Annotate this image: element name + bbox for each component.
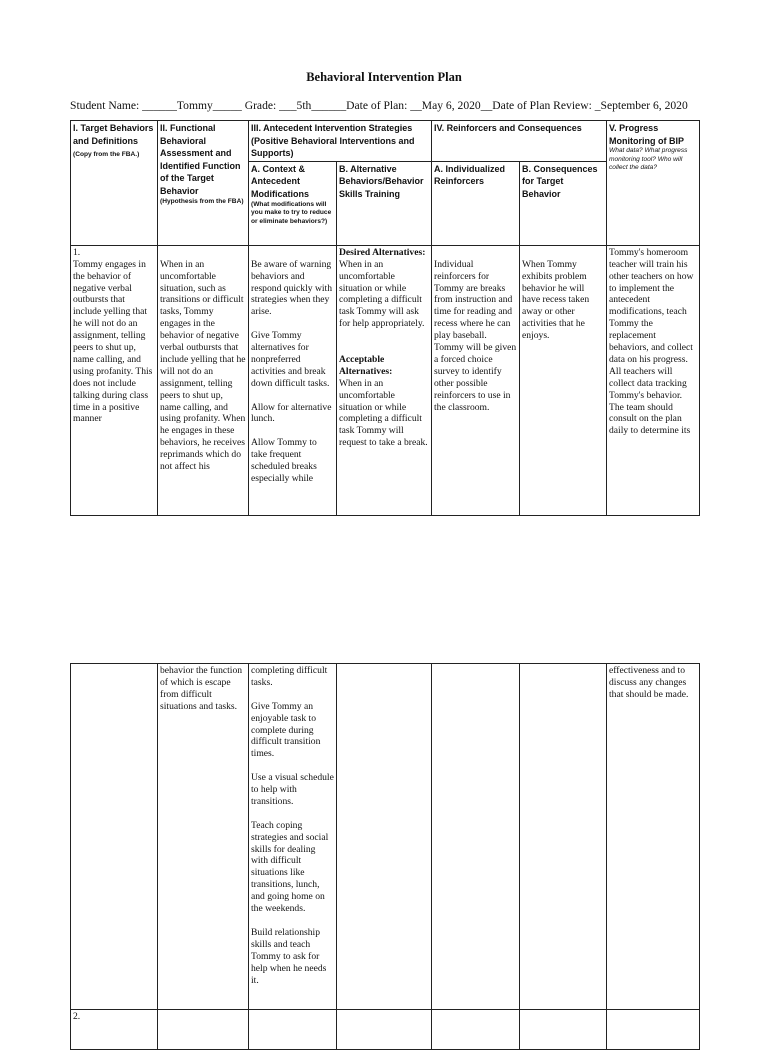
cell-progress-2 bbox=[607, 1010, 700, 1050]
cell-reinforcers-1: Individual reinforcers for Tommy are breaks from instruction and time for reading and recess where he can play baseball. Tommy will be given a forced choice survey to identify other possible reinforcers to use in the classroom. bbox=[432, 245, 520, 515]
header-target-behaviors: I. Target Behaviors and Definitions (Copy from the FBA.) bbox=[71, 121, 158, 246]
header-individualized-reinforcers: A. Individualized Reinforcers bbox=[432, 161, 520, 245]
header-reinforcers-consequences: IV. Reinforcers and Consequences bbox=[432, 121, 607, 162]
bip-table-page1 bbox=[70, 120, 700, 516]
cell-consequences-1-cont bbox=[520, 664, 607, 1010]
cell-target-behavior-1: 1. Tommy engages in the behavior of negative verbal outbursts that include yelling that he will not do an assignment, telling peers to shut up, name calling, and using profanity. This does not include talking during class time in a positive manner bbox=[71, 245, 158, 515]
cell-progress-1-cont: effectiveness and to discuss any changes that should be made. bbox=[607, 664, 700, 1010]
cell-consequences-2 bbox=[520, 1010, 607, 1050]
header-consequences: B. Consequences for Target Behavior bbox=[520, 161, 607, 245]
page-title: Behavioral Intervention Plan bbox=[306, 70, 462, 84]
cell-reinforcers-1-cont bbox=[432, 664, 520, 1010]
cell-antecedent-mods-1-cont: completing difficult tasks. Give Tommy an enjoyable task to complete during difficult transition times. Use a visual schedule to help with transitions. Teach coping strategies and social skills for dealing with difficult situations like transitions, lunch, and going home on the weekends. Build relationship skills and teach Tommy to ask for help when he needs it. bbox=[249, 664, 337, 1010]
cell-function-1-cont: behavior the function of which is escape from difficult situations and tasks. bbox=[158, 664, 249, 1010]
header-progress-monitoring: V. Progress Monitoring of BIP What data? What progress monitoring tool? Who will collect the data? bbox=[607, 121, 700, 246]
header-functional-assessment: II. Functional Behavioral Assessment and Identified Function of the Target Behavior (Hypothesis from the FBA) bbox=[158, 121, 249, 246]
header-context-modifications: A. Context & Antecedent Modifications (What modifications will you make to try to reduce or eliminate behaviors?) bbox=[249, 161, 337, 245]
student-info-line: Student Name: ______Tommy_____ Grade: ___5th______Date of Plan: __May 6, 2020__Date of Plan Review: _September 6, 2020 bbox=[70, 99, 688, 112]
cell-progress-1: Tommy's homeroom teacher will train his other teachers on how to implement the antecedent modifications, teach Tommy the replacement behaviors, and collect data on his progress. All teachers will collect data tracking Tommy's behavior. The team should consult on the plan daily to determine its bbox=[607, 245, 700, 515]
cell-target-behavior-2: 2. bbox=[71, 1010, 158, 1050]
cell-reinforcers-2 bbox=[432, 1010, 520, 1050]
cell-consequences-1: When Tommy exhibits problem behavior he will have recess taken away or other activities that he enjoys. bbox=[520, 245, 607, 515]
header-alternative-behaviors: B. Alternative Behaviors/Behavior Skills Training bbox=[337, 161, 432, 245]
cell-target-behavior-1-cont bbox=[71, 664, 158, 1010]
bip-table-page2 bbox=[70, 663, 700, 1050]
cell-antecedent-mods-2 bbox=[249, 1010, 337, 1050]
header-antecedent-strategies: III. Antecedent Intervention Strategies (Positive Behavioral Interventions and Supports) bbox=[249, 121, 432, 162]
cell-antecedent-mods-1: Be aware of warning behaviors and respond quickly with strategies when they arise. Give Tommy alternatives for nonpreferred activities and break down difficult tasks. Allow for alternative lunch. Allow Tommy to take frequent scheduled breaks especially while bbox=[249, 245, 337, 515]
cell-function-2 bbox=[158, 1010, 249, 1050]
cell-alternative-behaviors-2 bbox=[337, 1010, 432, 1050]
cell-alternative-behaviors-1-cont bbox=[337, 664, 432, 1010]
cell-function-1: When in an uncomfortable situation, such as transitions or difficult tasks, Tommy engages in the behavior of negative verbal outbursts that include yelling that he will not do an assignment, telling peers to shut up, name calling, and using profanity. When he engages in these behaviors, he receives reprimands which do not affect his bbox=[158, 245, 249, 515]
cell-alternative-behaviors-1: Desired Alternatives: When in an uncomfortable situation or while completing a difficult task Tommy will ask for help appropriately. Acceptable Alternatives: When in an uncomfortable situation or while completing a difficult task Tommy will request to take a break. bbox=[337, 245, 432, 515]
